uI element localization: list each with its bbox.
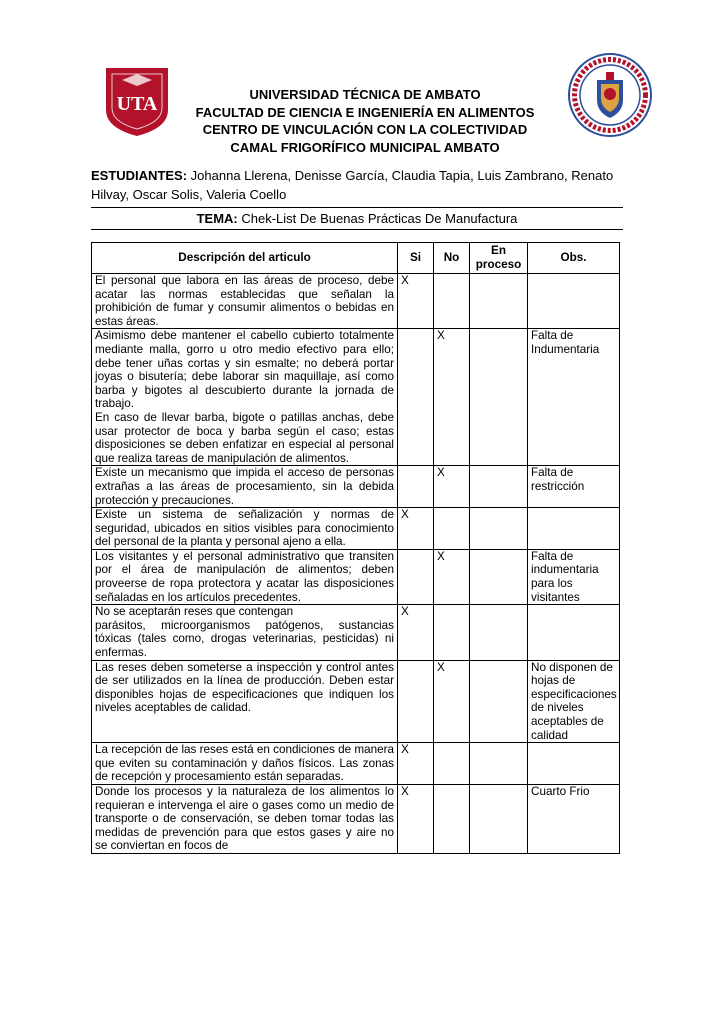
topic-value: Chek-List De Buenas Prácticas De Manufactura — [237, 211, 518, 226]
row-no: X — [434, 329, 470, 466]
row-in-process — [470, 660, 528, 743]
table-row — [92, 274, 620, 329]
row-in-process — [470, 274, 528, 329]
center-name: CENTRO DE VINCULACIÓN CON LA COLECTIVIDAD — [202, 122, 528, 137]
table-row — [92, 508, 620, 550]
document-header — [170, 86, 560, 156]
row-observation — [528, 605, 620, 660]
row-no: X — [434, 660, 470, 743]
table-row — [92, 660, 620, 743]
row-no: X — [434, 549, 470, 604]
header-si: Si — [398, 243, 434, 274]
header-observations: Obs. — [528, 243, 620, 274]
row-observation — [528, 743, 620, 785]
topic-rule-top — [91, 207, 623, 208]
row-si: X — [398, 605, 434, 660]
row-si — [398, 549, 434, 604]
row-in-process — [470, 329, 528, 466]
uta-logo — [104, 66, 170, 138]
table-row — [92, 605, 620, 660]
row-in-process — [470, 549, 528, 604]
row-description: Los visitantes y el personal administrativo que transiten por el área de manipulación de alimentos; deben proveerse de ropa protectora y acatar las disposiciones señaladas en los artículos precedentes. — [92, 549, 398, 604]
row-si: X — [398, 784, 434, 853]
row-in-process — [470, 605, 528, 660]
row-observation: Falta de indumentaria para los visitantes — [528, 549, 620, 604]
site-name: CAMAL FRIGORÍFICO MUNICIPAL AMBATO — [230, 139, 500, 155]
row-in-process — [470, 508, 528, 550]
row-description: El personal que labora en las áreas de proceso, debe acatar las normas establecidas que señalan la prohibición de fumar y consumir alimentos o bebidas en estas áreas. — [92, 274, 398, 329]
row-observation: Cuarto Frio — [528, 784, 620, 853]
checklist-table — [91, 242, 620, 854]
row-si: X — [398, 508, 434, 550]
topic-line — [91, 211, 623, 227]
row-no — [434, 274, 470, 329]
table-row — [92, 549, 620, 604]
table-row — [92, 784, 620, 853]
row-description: No se aceptarán reses que contengan parásitos, microorganismos patógenos, sustancias tóxicas (tales como, drogas veterinarias, pesticidas) ni enfermas. — [92, 605, 398, 660]
row-in-process — [470, 784, 528, 853]
row-si — [398, 329, 434, 466]
row-description: Asimismo debe mantener el cabello cubierto totalmente mediante malla, gorro u otro medio efectivo para ello; debe tener uñas cortas y sin esmalte; no deberá portar joyas o bisutería; debe laborar sin maquillaje, así como barba y bigotes al descubierto durante la jornada de trabajo. En caso de llevar barba, bigote o patillas anchas, debe usar protector de boca y barba según el caso; estas disposiciones se deben enfatizar en especial al personal que realiza tareas de manipulación de alimentos. — [92, 329, 398, 466]
row-si: X — [398, 274, 434, 329]
row-observation — [528, 508, 620, 550]
students-line — [91, 166, 636, 204]
faculty-seal — [567, 52, 653, 138]
row-observation: No disponen de hojas de especificaciones de niveles aceptables de calidad — [528, 660, 620, 743]
topic-label: TEMA: — [196, 211, 238, 226]
row-si — [398, 466, 434, 508]
row-description: Existe un mecanismo que impida el acceso de personas extrañas a las áreas de procesamiento, sin la debida protección y precauciones. — [92, 466, 398, 508]
row-no — [434, 605, 470, 660]
row-description: La recepción de las reses está en condiciones de manera que eviten su contaminación y daños físicos. Las zonas de recepción y procesamiento están separadas. — [92, 743, 398, 785]
row-no — [434, 508, 470, 550]
table-row — [92, 743, 620, 785]
header-description: Descripción del articulo — [92, 243, 398, 274]
svg-text:UTA: UTA — [116, 93, 158, 115]
header-no: No — [434, 243, 470, 274]
topic-rule-bottom — [91, 229, 623, 230]
row-observation: Falta de restricción — [528, 466, 620, 508]
header-in-process: En proceso — [470, 243, 528, 274]
row-observation: Falta de Indumentaria — [528, 329, 620, 466]
row-observation — [528, 274, 620, 329]
table-header-row — [92, 243, 620, 274]
row-description: Las reses deben someterse a inspección y control antes de ser utilizados en la línea de producción. Deben estar disponibles hojas de especificaciones que indiquen los niveles aceptables de calidad. — [92, 660, 398, 743]
university-name: UNIVERSIDAD TÉCNICA DE AMBATO — [249, 87, 481, 102]
row-si: X — [398, 743, 434, 785]
students-names: Johanna Llerena, Denisse García, Claudia Tapia, Luis Zambrano, Renato Hilvay, Oscar Solis, Valeria Coello — [91, 168, 614, 202]
row-description: Donde los procesos y la naturaleza de los alimentos lo requieran e intervenga el aire o gases como un medio de transporte o de conservación, se deben tomar todas las medidas de prevención para que estos gases y aire no se conviertan en focos de — [92, 784, 398, 853]
faculty-name: FACULTAD DE CIENCIA E INGENIERÍA EN ALIMENTOS — [195, 104, 535, 120]
row-no — [434, 784, 470, 853]
row-description: Existe un sistema de señalización y normas de seguridad, ubicados en sitios visibles para conocimiento del personal de la planta y personal ajeno a ella. — [92, 508, 398, 550]
row-no — [434, 743, 470, 785]
row-no: X — [434, 466, 470, 508]
row-si — [398, 660, 434, 743]
students-label: ESTUDIANTES: — [91, 168, 188, 183]
table-row — [92, 466, 620, 508]
row-in-process — [470, 743, 528, 785]
row-in-process — [470, 466, 528, 508]
table-row — [92, 329, 620, 466]
